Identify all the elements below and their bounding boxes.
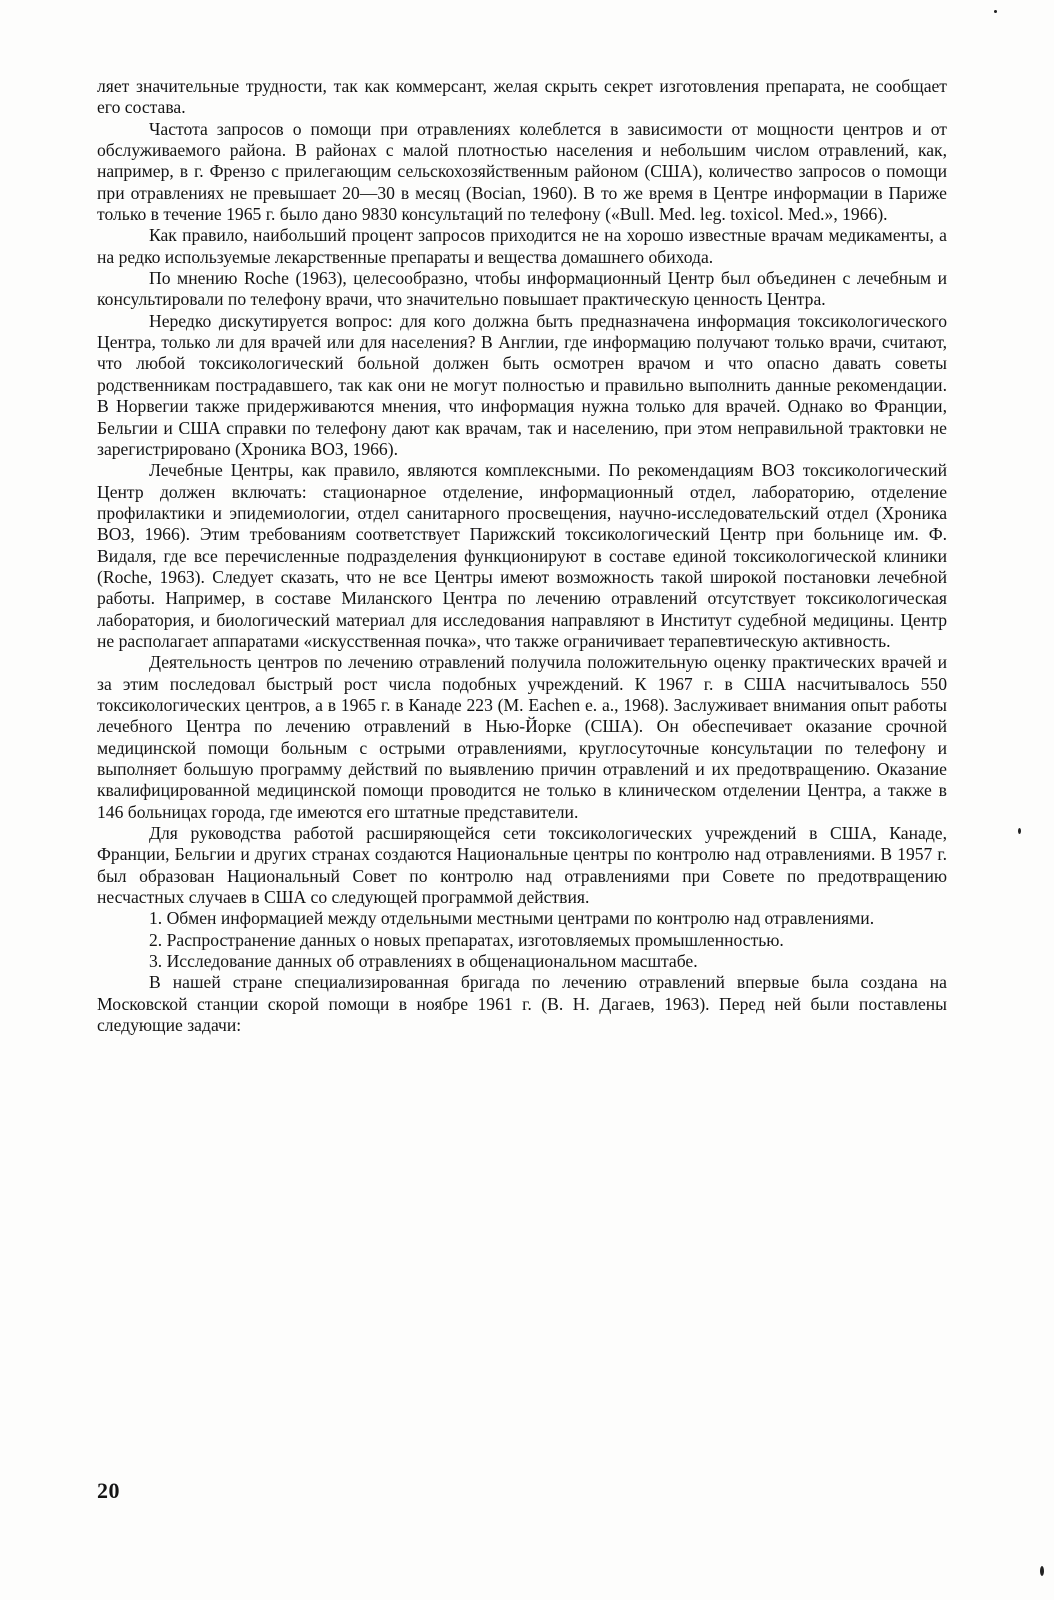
body-text	[97, 76, 947, 1036]
paragraph-national-centers: Для руководства работой расширяющейся сети токсикологических учреждений в США, Канаде, Франции, Бельгии и других странах создаются Национальные центры по контролю над отравлениями. В 1957 г. был образован Национальный Совет по контролю над отравлениями при Совете по предотвращению несчастных случаев в США со следующей программой действия.	[97, 823, 947, 908]
print-speck	[1040, 1566, 1044, 1576]
print-speck	[1018, 828, 1021, 834]
list-item-new-drugs-data: 2. Распространение данных о новых препаратах, изготовляемых промышленностью.	[149, 929, 784, 950]
paragraph-request-frequency: Частота запросов о помощи при отравлениях колеблется в зависимости от мощности центров и от обслуживаемого района. В районах с малой плотностью населения и небольшим числом отравлений, как, например, в г. Френзо с прилегающим сельскохозяйственным районом (США), количество запросов о помощи при отравлениях не превышает 20—30 в месяц (Bocian, 1960). В то же время в Центре информации в Париже только в течение 1965 г. было дано 9830 консультаций по телефону («Bull. Med. leg. toxicol. Med.», 1966).	[97, 118, 947, 225]
page-number: 20	[97, 1478, 120, 1503]
paragraph-moscow-brigade: В нашей стране специализированная бригада по лечению отравлений впервые была создана на Московской станции скорой помощи в ноябре 1961 г. (В. Н. Дагаев, 1963). Перед ней были поставлены следующие задачи:	[97, 972, 947, 1036]
list-item-information-exchange: 1. Обмен информацией между отдельными местными центрами по контролю над отравлениями.	[149, 908, 875, 929]
paragraph-center-growth: Деятельность центров по лечению отравлений получила положительную оценку практических врачей и за этим последовал быстрый рост числа подобных учреждений. К 1967 г. в США насчитывалось 550 токсикологических центров, а в 1965 г. в Канаде 223 (M. Eachen e. a., 1968). Заслуживает внимания опыт работы лечебного Центра по лечению отравлений в Нью-Йорке (США). Он обеспечивает оказание срочной медицинской помощи больным с острыми отравлениями, круглосуточные консультации по телефону и выполняет большую программу действий по выявлению причин отравлений и их предотвращению. Оказание квалифицированной медицинской помощи проводится не только в клиническом отделении Центра, а также в 146 больницах города, где имеются его штатные представители.	[97, 652, 947, 822]
paragraph-continuation: ляет значительные трудности, так как коммерсант, желая скрыть секрет изготовления препарата, не сообщает его состава.	[97, 76, 947, 118]
paragraph-request-types: Как правило, наибольший процент запросов приходится не на хорошо известные врачам медикаменты, а на редко используемые лекарственные препараты и вещества домашнего обихода.	[97, 225, 947, 267]
paragraph-information-audience: Нередко дискутируется вопрос: для кого должна быть предназначена информация токсикологического Центра, только ли для врачей или для населения? В Англии, где информацию получают только врачи, считают, что любой токсикологический больной должен быть осмотрен врачом и что опасно давать советы родственникам пострадавшего, так как они не могут полностью и правильно выполнить данные рекомендации. В Норвегии также придерживаются мнения, что информация нужна только для врачей. Однако во Франции, Бельгии и США справки по телефону дают как врачам, так и населению, при этом неправильной трактовки не зарегистрировано (Хроника ВОЗ, 1966).	[97, 310, 947, 459]
list-item-national-research: 3. Исследование данных об отравлениях в общенациональном масштабе.	[149, 951, 698, 972]
print-speck	[994, 10, 997, 13]
paragraph-treatment-centers: Лечебные Центры, как правило, являются комплексными. По рекомендациям ВОЗ токсикологический Центр должен включать: стационарное отделение, информационный отдел, лабораторию, отделение профилактики и эпидемиологии, отдел санитарного просвещения, научно-исследовательский отдел (Хроника ВОЗ, 1966). Этим требованиям соответствует Парижский токсикологический Центр при больнице им. Ф. Видаля, где все перечисленные подразделения функционируют в составе единой токсикологической клиники (Roche, 1963). Следует сказать, что не все Центры имеют возможность такой широкой постановки лечебной работы. Например, в составе Миланского Центра по лечению отравлений отсутствует токсикологическая лаборатория, и биологический материал для исследования направляют в Институт судебной медицины. Центр не располагает аппаратами «искусственная почка», что также ограничивает терапевтическую активность.	[97, 460, 947, 651]
paragraph-roche-opinion: По мнению Roche (1963), целесообразно, чтобы информационный Центр был объединен с лечебным и консультировали по телефону врачи, что значительно повышает практическую ценность Центра.	[97, 268, 947, 310]
